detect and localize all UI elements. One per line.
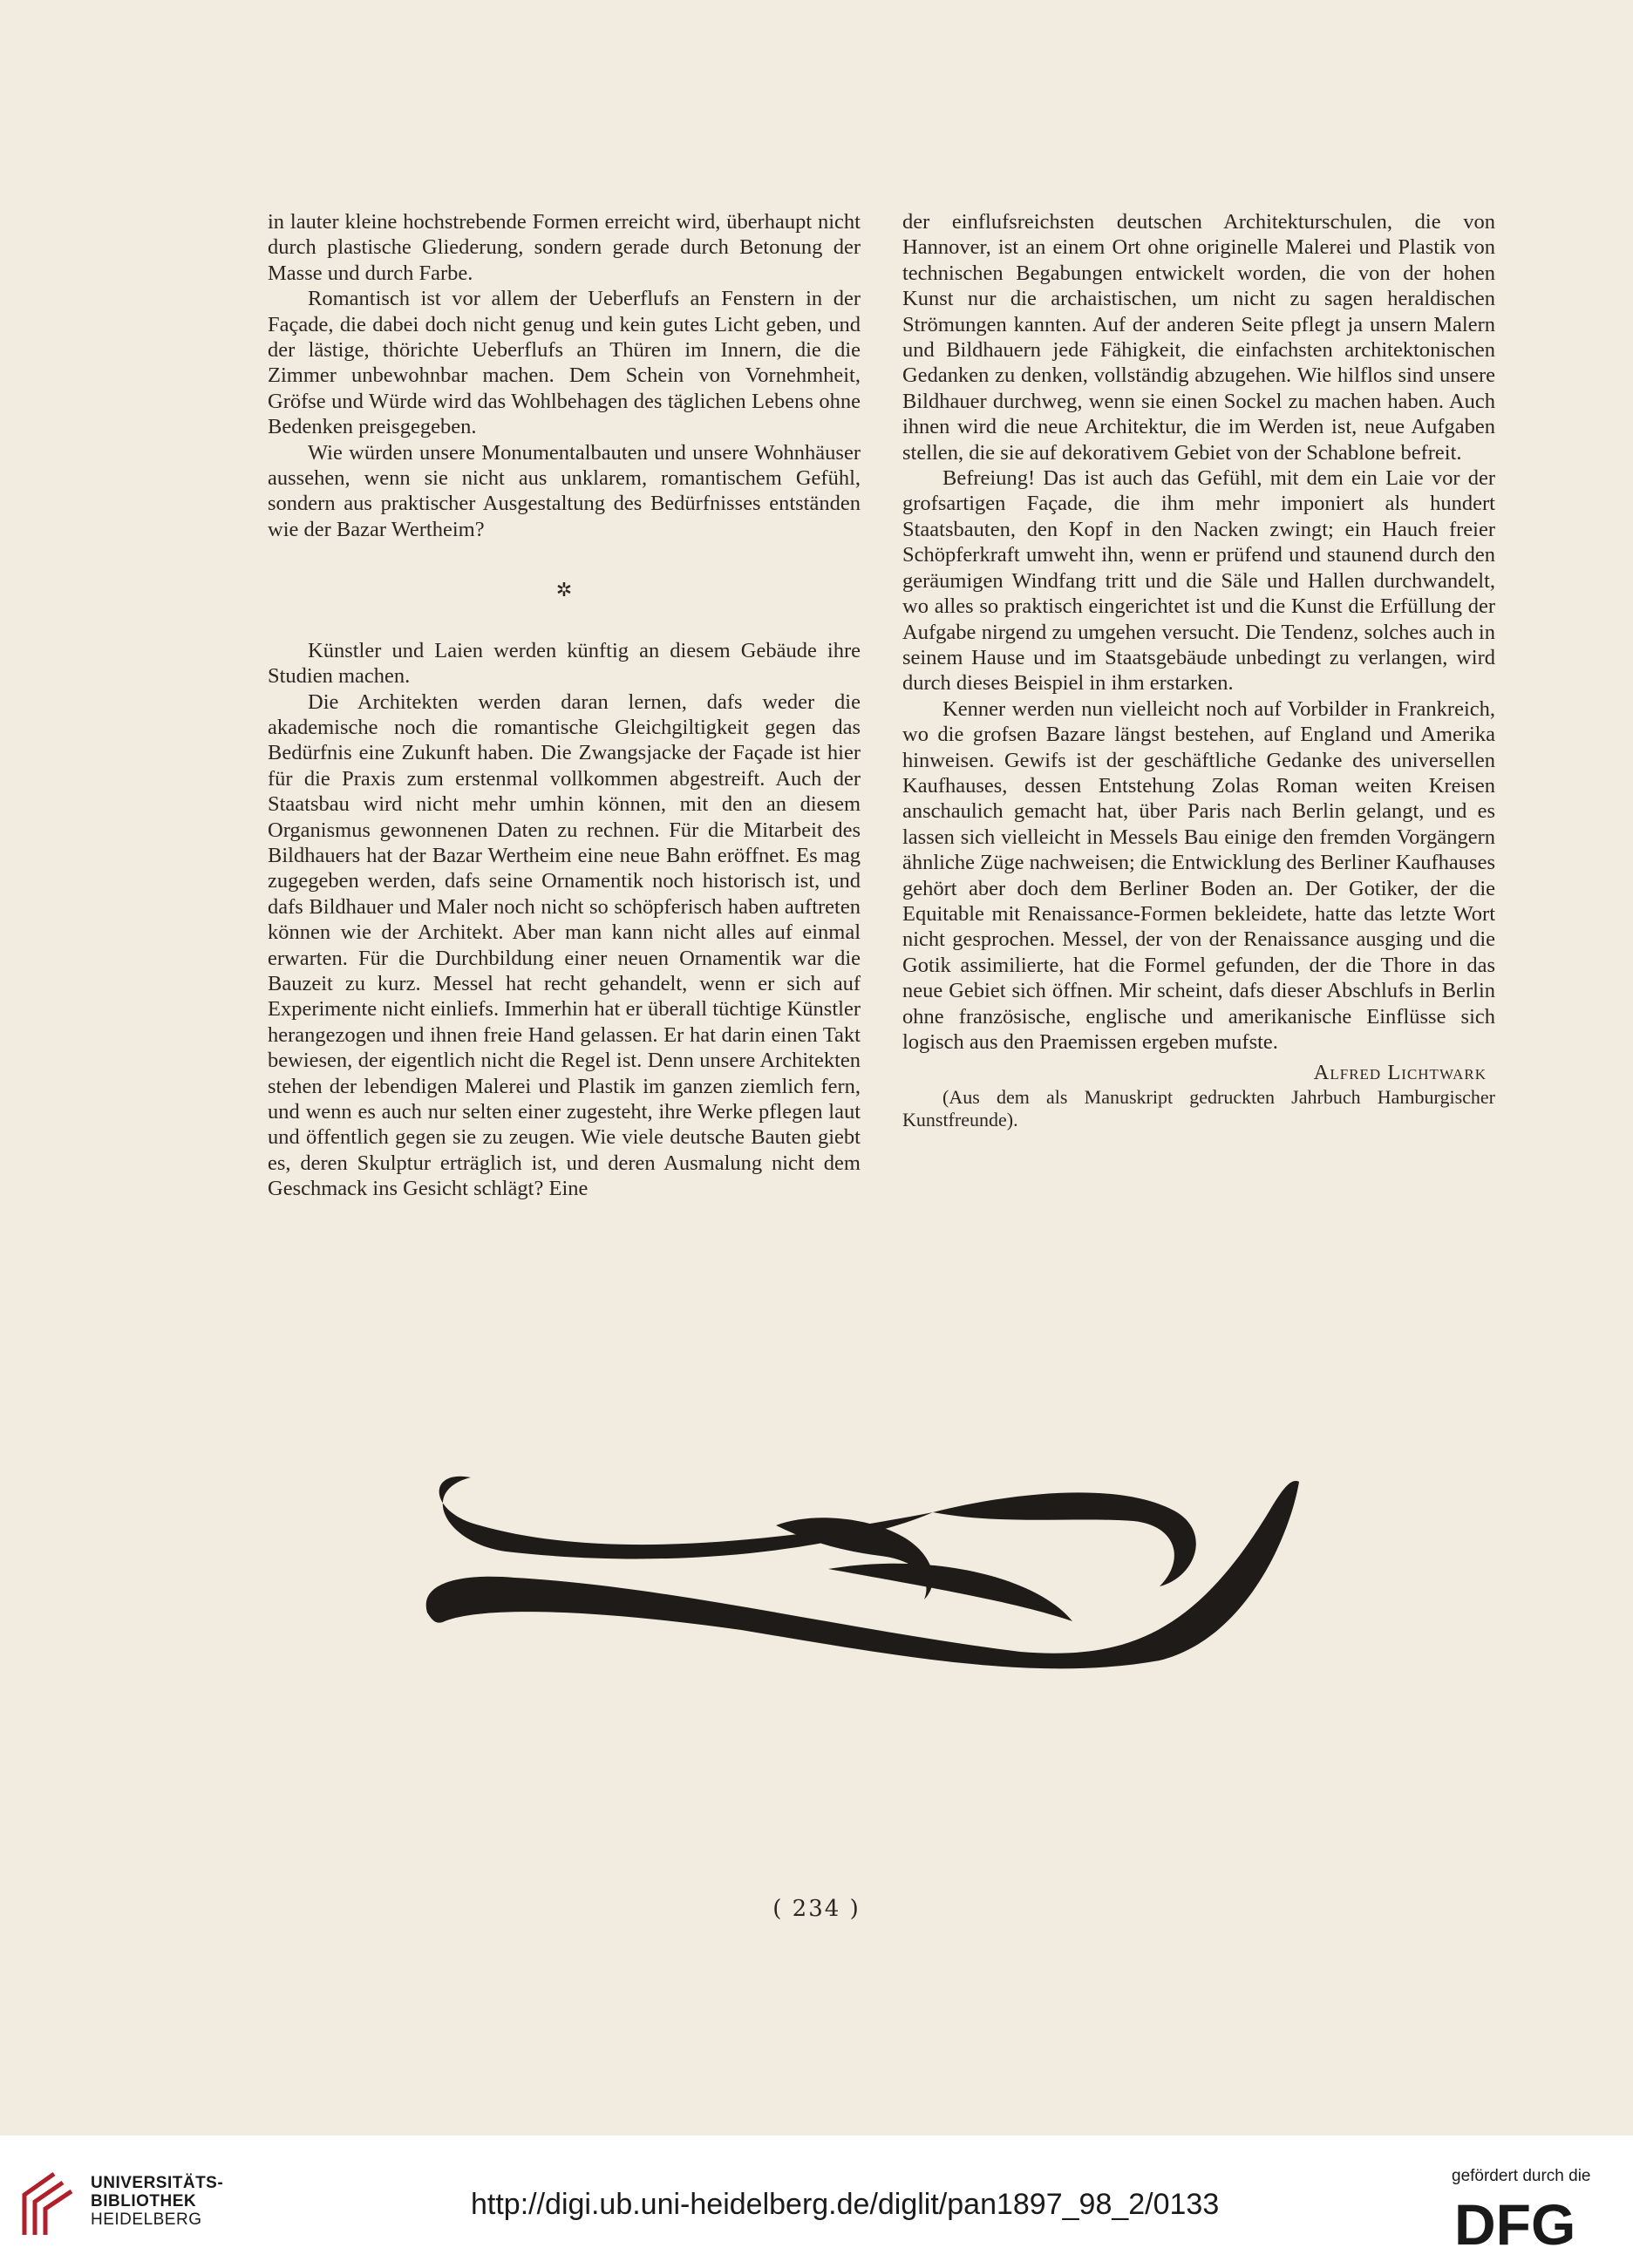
paragraph: Künstler und Laien werden künftig an diesem Gebäude ihre Studien machen. [268,638,861,689]
calligraphic-ornament [410,1429,1351,1691]
author-signature: Alfred Lichtwark [1313,1061,1487,1085]
university-library-logo-icon [17,2167,83,2238]
right-column [902,209,1495,1131]
library-name-line: UNIVERSITÄTS- [91,2174,224,2192]
library-name-line: HEIDELBERG [91,2210,202,2229]
paragraph: der einflufsreichsten deutschen Architekturschulen, die von Hannover, ist an einem Ort ohne originelle Malerei und Plastik von technischen Begabungen entwickelt worden, die von der hohen Kunst nur die archaistischen, um nicht zu sagen heraldischen Strömungen kannten. Auf der anderen Seite pflegt ja unsern Malern und Bildhauern jede Fähigkeit, die einfachsten architektonischen Gedanken zu denken, vollständig abzugehen. Wie hilflos sind unsere Bildhauer durchweg, wenn sie einen Sockel zu machen haben. Auch ihnen wird die neue Architektur, die im Werden ist, neue Aufgaben stellen, die sie auf dekorativem Gebiet von der Schablone befreit. [902,210,1495,465]
permalink-url[interactable]: http://digi.ub.uni-heidelberg.de/diglit/pan1897_98_2/0133 [471,2188,1220,2221]
library-name [91,2174,223,2229]
paragraph: Befreiung! Das ist auch das Gefühl, mit dem ein Laie vor der grofsartigen Façade, die ihm mehr imponiert als hundert Staatsbauten, den Kopf in den Nacken zwingt; ein Hauch freier Schöpferkraft umweht ihn, wenn er prüfend und staunend durch den geräumigen Windfang tritt und die Säle und Hallen durchwandelt, wo alles so praktisch eingerichtet ist und die Kunst die Erfüllung der Aufgabe nirgend zu umgehen versucht. Die Tendenz, solches auch in seinem Hause und im Staatsgebäude unbedingt zu verlangen, wird durch dieses Beispiel in ihm erstarken. [902,466,1495,696]
footer-bar [0,2136,1633,2268]
funder-caption: gefördert durch die [1452,2167,1591,2185]
left-column [268,209,861,1202]
paragraph: Die Architekten werden daran lernen, dafs weder die akademische noch die romantische Gleichgiltigkeit gegen das Bedürfnis eine Zukunft haben. Die Zwangsjacke der Façade ist hier für die Praxis zum erstenmal vollkommen abgestreift. Auch der Staatsbau wird nicht mehr umhin können, mit den an diesem Organismus gewonnenen Daten zu rechnen. Für die Mitarbeit des Bildhauers hat der Bazar Wertheim eine neue Bahn eröffnet. Es mag zugegeben werden, dafs seine Ornamentik noch historisch ist, und dafs Bildhauer und Maler noch nicht so schöpferisch haben auftreten können wie der Architekt. Aber man kann nicht alles auf einmal erwarten. Für die Durchbildung einer neuen Ornamentik war die Bauzeit zu kurz. Messel hat recht gehandelt, wenn er sich auf Experimente nicht einliefs. Immerhin hat er überall tüchtige Künstler herangezogen und ihnen freie Hand gelassen. Er hat darin einen Takt bewiesen, der eigentlich nicht die Regel ist. Denn unsere Architekten stehen der lebendigen Malerei und Plastik im ganzen ziemlich fern, und wenn es auch nur selten einer zugesteht, ihre Werke pflegen laut und öffentlich gegen sie zu zeugen. Wie viele deutsche Bauten giebt es, deren Skulptur erträglich ist, und deren Ausmalung nicht dem Geschmack ins Gesicht schlägt? Eine [268,689,861,1201]
paragraph: Romantisch ist vor allem der Ueberflufs an Fenstern in der Façade, die dabei doch nicht genug und kein gutes Licht geben, und der lästige, thörichte Ueberflufs an Thüren im Innern, die die Zimmer unbewohnbar machen. Dem Schein von Vornehmheit, Gröfse und Würde wird das Wohlbehagen des täglichen Lebens ohne Bedenken preisgegeben. [268,287,861,439]
page-number: ( 234 ) [772,1896,861,1922]
source-note: (Aus dem als Manuskript gedruckten Jahrbuch Hamburgischer Kunstfreunde). [902,1085,1495,1131]
dfg-logo-text: DFG [1454,2197,1576,2249]
dfg-logo-icon [1454,2197,1611,2249]
library-name-line: BIBLIOTHEK [91,2192,197,2210]
paragraph: Kenner werden nun vielleicht noch auf Vorbilder in Frankreich, wo die grofsen Bazare längst bestehen, auf England und Amerika hinweisen. Gewifs ist der geschäftliche Gedanke des universellen Kaufhauses, dessen Entstehung Zolas Roman weiten Kreisen anschaulich gemacht hat, über Paris nach Berlin gelangt, und es lassen sich vielleicht in Messels Bau einige den fremden Vorgängern ähnliche Züge nachweisen; die Entwicklung des Berliner Kaufhauses gehört aber doch dem Berliner Boden an. Der Gotiker, der die Equitable mit Renaissance-Formen bekleidete, hatte das letzte Wort nicht gesprochen. Messel, der von der Renaissance ausging und die Gotik assimilierte, hat die Formel gefunden, der die Thore in das neue Gebiet sich öffnen. Mir scheint, dafs dieser Abschlufs in Berlin ohne französische, englische und amerikanische Einflüsse sich logisch aus den Praemissen ergeben mufste. [902,696,1495,1054]
paragraph: Wie würden unsere Monumentalbauten und unsere Wohnhäuser aussehen, wenn sie nicht aus unklarem, romantischem Gefühl, sondern aus praktischer Ausgestaltung des Bedürfnisses entständen wie der Bazar Wertheim? [268,440,861,541]
section-divider-star: ✲ [555,579,573,601]
paragraph: in lauter kleine hochstrebende Formen erreicht wird, überhaupt nicht durch plastische Gliederung, sondern gerade durch Betonung der Masse und durch Farbe. [268,210,861,285]
